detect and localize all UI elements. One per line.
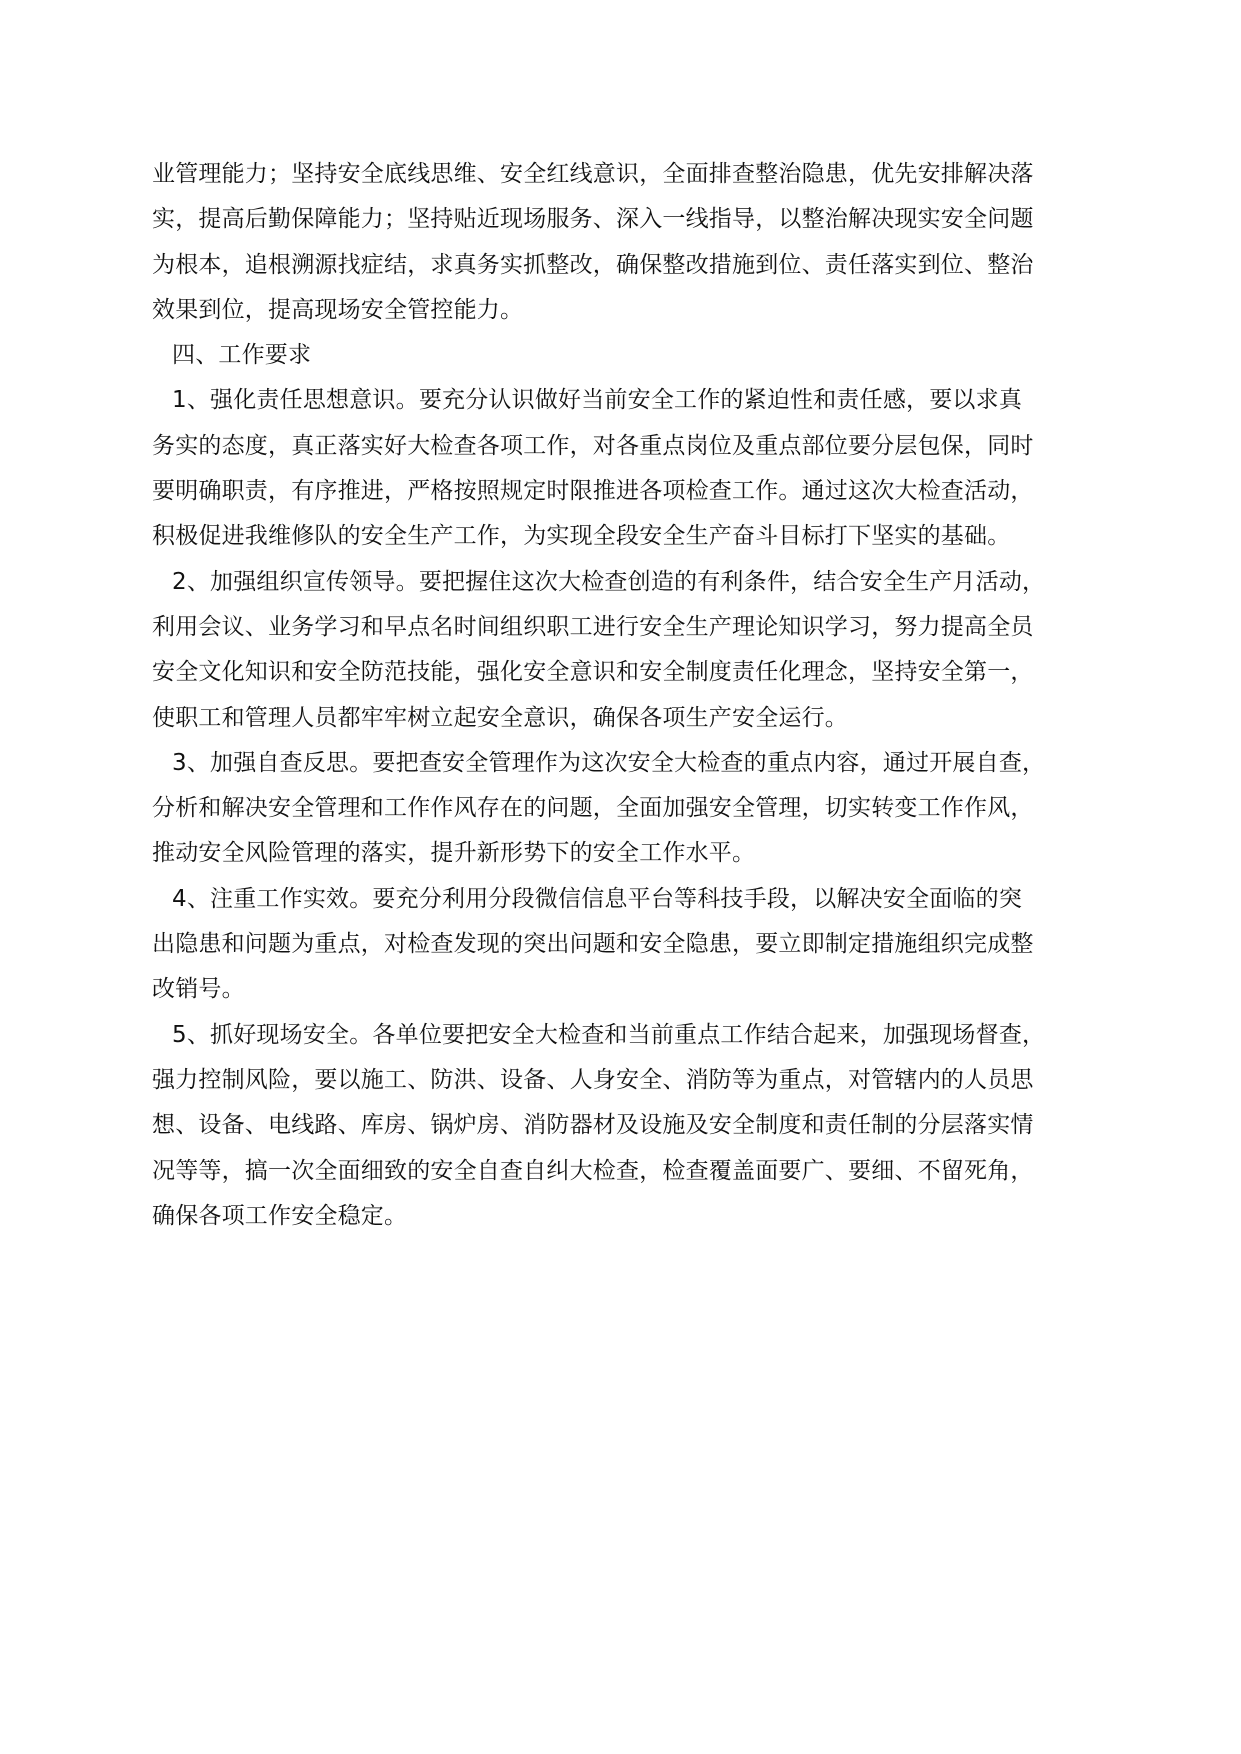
text-line: 分析和解决安全管理和工作作风存在的问题，全面加强安全管理，切实转变工作作风，	[152, 795, 1034, 822]
text-line: 4、注重工作实效。要充分利用分段微信信息平台等科技手段，以解决安全面临的突	[172, 885, 1023, 912]
text-line: 使职工和管理人员都牢牢树立起安全意识，确保各项生产安全运行。	[152, 704, 848, 731]
text-line: 确保各项工作安全稳定。	[152, 1202, 408, 1229]
text-line: 业管理能力；坚持安全底线思维、安全红线意识，全面排查整治隐患，优先安排解决落	[152, 161, 1034, 187]
requirement-item-5	[152, 1013, 1092, 1239]
requirement-item-4	[152, 877, 1092, 1013]
requirement-item-1	[152, 378, 1092, 559]
text-line: 想、设备、电线路、库房、锅炉房、消防器材及设施及安全制度和责任制的分层落实情	[152, 1112, 1034, 1139]
text-line: 5、抓好现场安全。各单位要把安全大检查和当前重点工作结合起来，加强现场督查，	[172, 1021, 1046, 1048]
text-line: 3、加强自查反思。要把查安全管理作为这次安全大检查的重点内容，通过开展自查，	[172, 749, 1046, 776]
requirement-item-3	[152, 741, 1092, 877]
section-heading	[152, 333, 1092, 378]
text-line: 要明确职责，有序推进，严格按照规定时限推进各项检查工作。通过这次大检查活动，	[152, 478, 1034, 505]
text-line: 出隐患和问题为重点，对检查发现的突出问题和安全隐患，要立即制定措施组织完成整	[152, 931, 1034, 958]
text-line: 务实的态度，真正落实好大检查各项工作，对各重点岗位及重点部位要分层包保，同时	[152, 432, 1034, 459]
text-line: 为根本，追根溯源找症结，求真务实抓整改，确保整改措施到位、责任落实到位、整治	[152, 251, 1034, 278]
text-line: 效果到位，提高现场安全管控能力。	[152, 296, 524, 323]
paragraph-continuation	[152, 152, 1092, 333]
text-line: 利用会议、业务学习和早点名时间组织职工进行安全生产理论知识学习，努力提高全员	[152, 613, 1034, 640]
document-body	[152, 152, 1092, 1239]
text-line: 1、强化责任思想意识。要充分认识做好当前安全工作的紧迫性和责任感，要以求真	[172, 387, 1023, 414]
text-line: 2、加强组织宣传领导。要把握住这次大检查创造的有利条件，结合安全生产月活动，	[172, 568, 1046, 595]
text-line: 强力控制风险，要以施工、防洪、设备、人身安全、消防等为重点，对管辖内的人员思	[152, 1066, 1034, 1093]
text-line: 安全文化知识和安全防范技能，强化安全意识和安全制度责任化理念，坚持安全第一，	[152, 659, 1034, 686]
text-line: 推动安全风险管理的落实，提升新形势下的安全工作水平。	[152, 840, 756, 867]
text-line: 改销号。	[152, 976, 245, 1003]
heading-line: 四、工作要求	[172, 342, 312, 369]
text-line: 积极促进我维修队的安全生产工作，为实现全段安全生产奋斗目标打下坚实的基础。	[152, 523, 1011, 550]
text-line: 况等等，搞一次全面细致的安全自查自纠大检查，检查覆盖面要广、要细、不留死角，	[152, 1157, 1034, 1184]
text-line: 实，提高后勤保障能力；坚持贴近现场服务、深入一线指导，以整治解决现实安全问题	[152, 206, 1034, 233]
requirement-item-2	[152, 560, 1092, 741]
